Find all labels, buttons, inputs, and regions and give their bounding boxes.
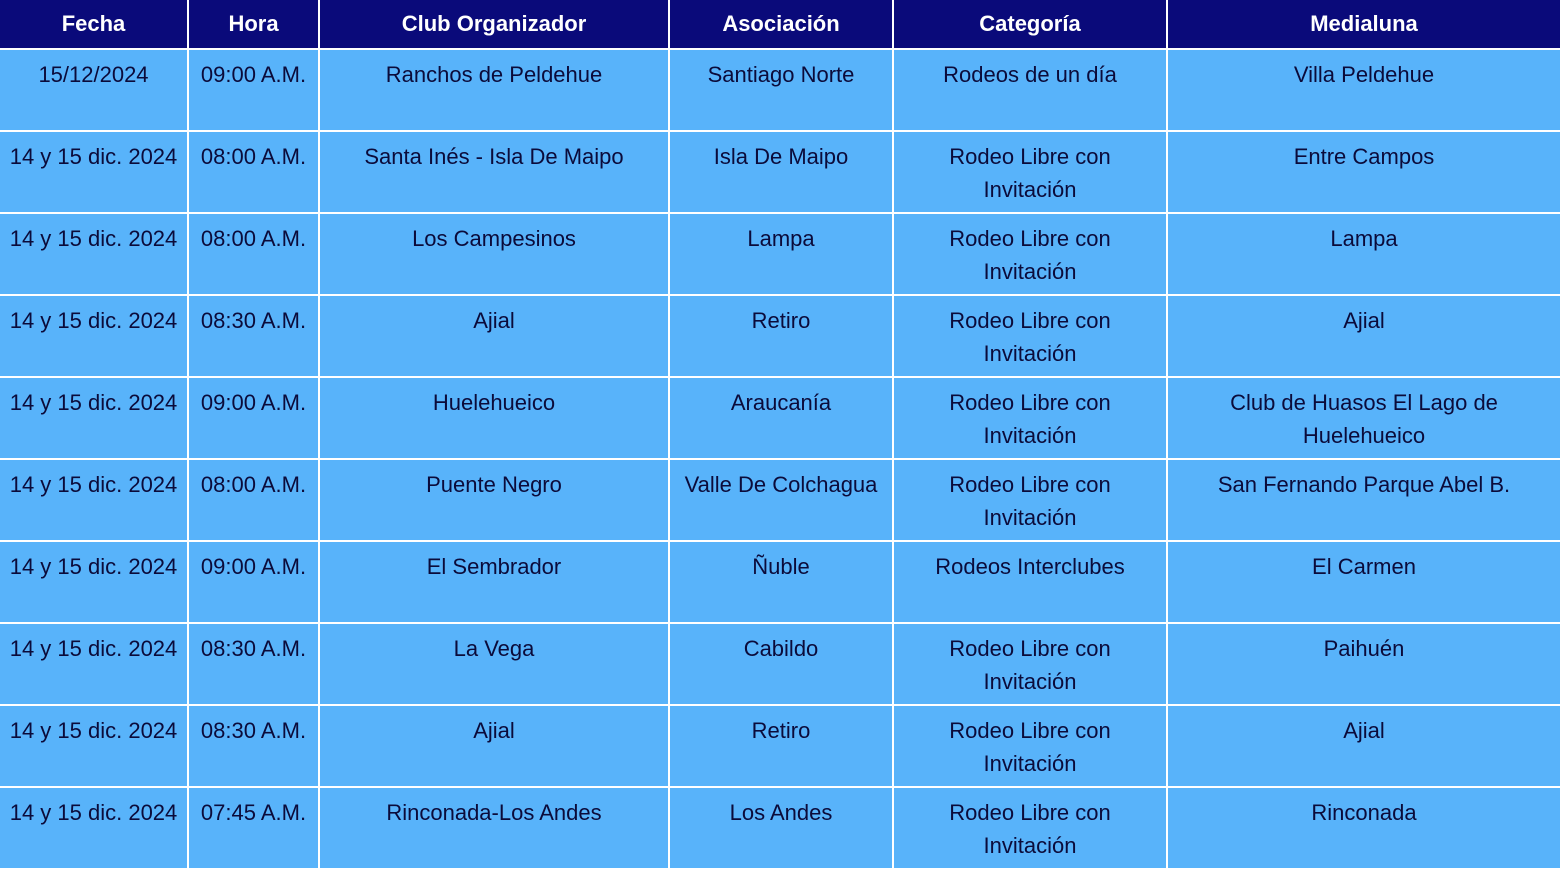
header-club-organizador: Club Organizador: [319, 0, 669, 49]
header-medialuna: Medialuna: [1167, 0, 1560, 49]
cell-medialuna: El Carmen: [1167, 541, 1560, 623]
table-row: [0, 787, 1560, 869]
cell-categoria: Rodeo Libre con Invitación: [893, 131, 1167, 213]
cell-categoria: Rodeo Libre con Invitación: [893, 787, 1167, 869]
cell-asociacion: Araucanía: [669, 377, 893, 459]
cell-categoria: Rodeo Libre con Invitación: [893, 705, 1167, 787]
cell-medialuna: San Fernando Parque Abel B.: [1167, 459, 1560, 541]
cell-hora: 08:30 A.M.: [188, 623, 319, 705]
cell-categoria: Rodeo Libre con Invitación: [893, 623, 1167, 705]
header-categoria: Categoría: [893, 0, 1167, 49]
cell-fecha: 15/12/2024: [0, 49, 188, 131]
cell-hora: 07:45 A.M.: [188, 787, 319, 869]
header-hora: Hora: [188, 0, 319, 49]
cell-medialuna: Villa Peldehue: [1167, 49, 1560, 131]
table-row: [0, 49, 1560, 131]
cell-categoria: Rodeo Libre con Invitación: [893, 213, 1167, 295]
table-row: [0, 377, 1560, 459]
cell-asociacion: Ñuble: [669, 541, 893, 623]
cell-fecha: 14 y 15 dic. 2024: [0, 377, 188, 459]
cell-club: Los Campesinos: [319, 213, 669, 295]
cell-categoria: Rodeo Libre con Invitación: [893, 377, 1167, 459]
cell-medialuna: Paihuén: [1167, 623, 1560, 705]
cell-medialuna: Ajial: [1167, 295, 1560, 377]
cell-hora: 09:00 A.M.: [188, 377, 319, 459]
cell-hora: 08:30 A.M.: [188, 705, 319, 787]
cell-categoria: Rodeo Libre con Invitación: [893, 459, 1167, 541]
cell-club: Ajial: [319, 705, 669, 787]
cell-hora: 08:30 A.M.: [188, 295, 319, 377]
table-row: [0, 623, 1560, 705]
table-row: [0, 131, 1560, 213]
cell-hora: 09:00 A.M.: [188, 541, 319, 623]
cell-club: Puente Negro: [319, 459, 669, 541]
header-row: [0, 0, 1560, 49]
cell-asociacion: Retiro: [669, 705, 893, 787]
cell-fecha: 14 y 15 dic. 2024: [0, 295, 188, 377]
cell-fecha: 14 y 15 dic. 2024: [0, 623, 188, 705]
cell-categoria: Rodeos Interclubes: [893, 541, 1167, 623]
cell-asociacion: Lampa: [669, 213, 893, 295]
table-row: [0, 213, 1560, 295]
table-row: [0, 705, 1560, 787]
table-row: [0, 295, 1560, 377]
cell-fecha: 14 y 15 dic. 2024: [0, 213, 188, 295]
cell-club: Ajial: [319, 295, 669, 377]
table-row: [0, 459, 1560, 541]
cell-asociacion: Valle De Colchagua: [669, 459, 893, 541]
cell-asociacion: Los Andes: [669, 787, 893, 869]
cell-fecha: 14 y 15 dic. 2024: [0, 541, 188, 623]
cell-club: Huelehueico: [319, 377, 669, 459]
cell-categoria: Rodeo Libre con Invitación: [893, 295, 1167, 377]
cell-club: Ranchos de Peldehue: [319, 49, 669, 131]
cell-fecha: 14 y 15 dic. 2024: [0, 131, 188, 213]
cell-medialuna: Club de Huasos El Lago de Huelehueico: [1167, 377, 1560, 459]
cell-asociacion: Retiro: [669, 295, 893, 377]
cell-medialuna: Entre Campos: [1167, 131, 1560, 213]
header-fecha: Fecha: [0, 0, 188, 49]
cell-hora: 08:00 A.M.: [188, 213, 319, 295]
cell-club: El Sembrador: [319, 541, 669, 623]
cell-club: Santa Inés - Isla De Maipo: [319, 131, 669, 213]
cell-medialuna: Lampa: [1167, 213, 1560, 295]
cell-hora: 08:00 A.M.: [188, 131, 319, 213]
cell-fecha: 14 y 15 dic. 2024: [0, 787, 188, 869]
cell-asociacion: Santiago Norte: [669, 49, 893, 131]
cell-fecha: 14 y 15 dic. 2024: [0, 459, 188, 541]
cell-asociacion: Cabildo: [669, 623, 893, 705]
cell-club: Rinconada-Los Andes: [319, 787, 669, 869]
cell-asociacion: Isla De Maipo: [669, 131, 893, 213]
cell-club: La Vega: [319, 623, 669, 705]
cell-medialuna: Ajial: [1167, 705, 1560, 787]
cell-medialuna: Rinconada: [1167, 787, 1560, 869]
header-asociacion: Asociación: [669, 0, 893, 49]
cell-categoria: Rodeos de un día: [893, 49, 1167, 131]
table-row: [0, 541, 1560, 623]
cell-hora: 08:00 A.M.: [188, 459, 319, 541]
cell-hora: 09:00 A.M.: [188, 49, 319, 131]
cell-fecha: 14 y 15 dic. 2024: [0, 705, 188, 787]
